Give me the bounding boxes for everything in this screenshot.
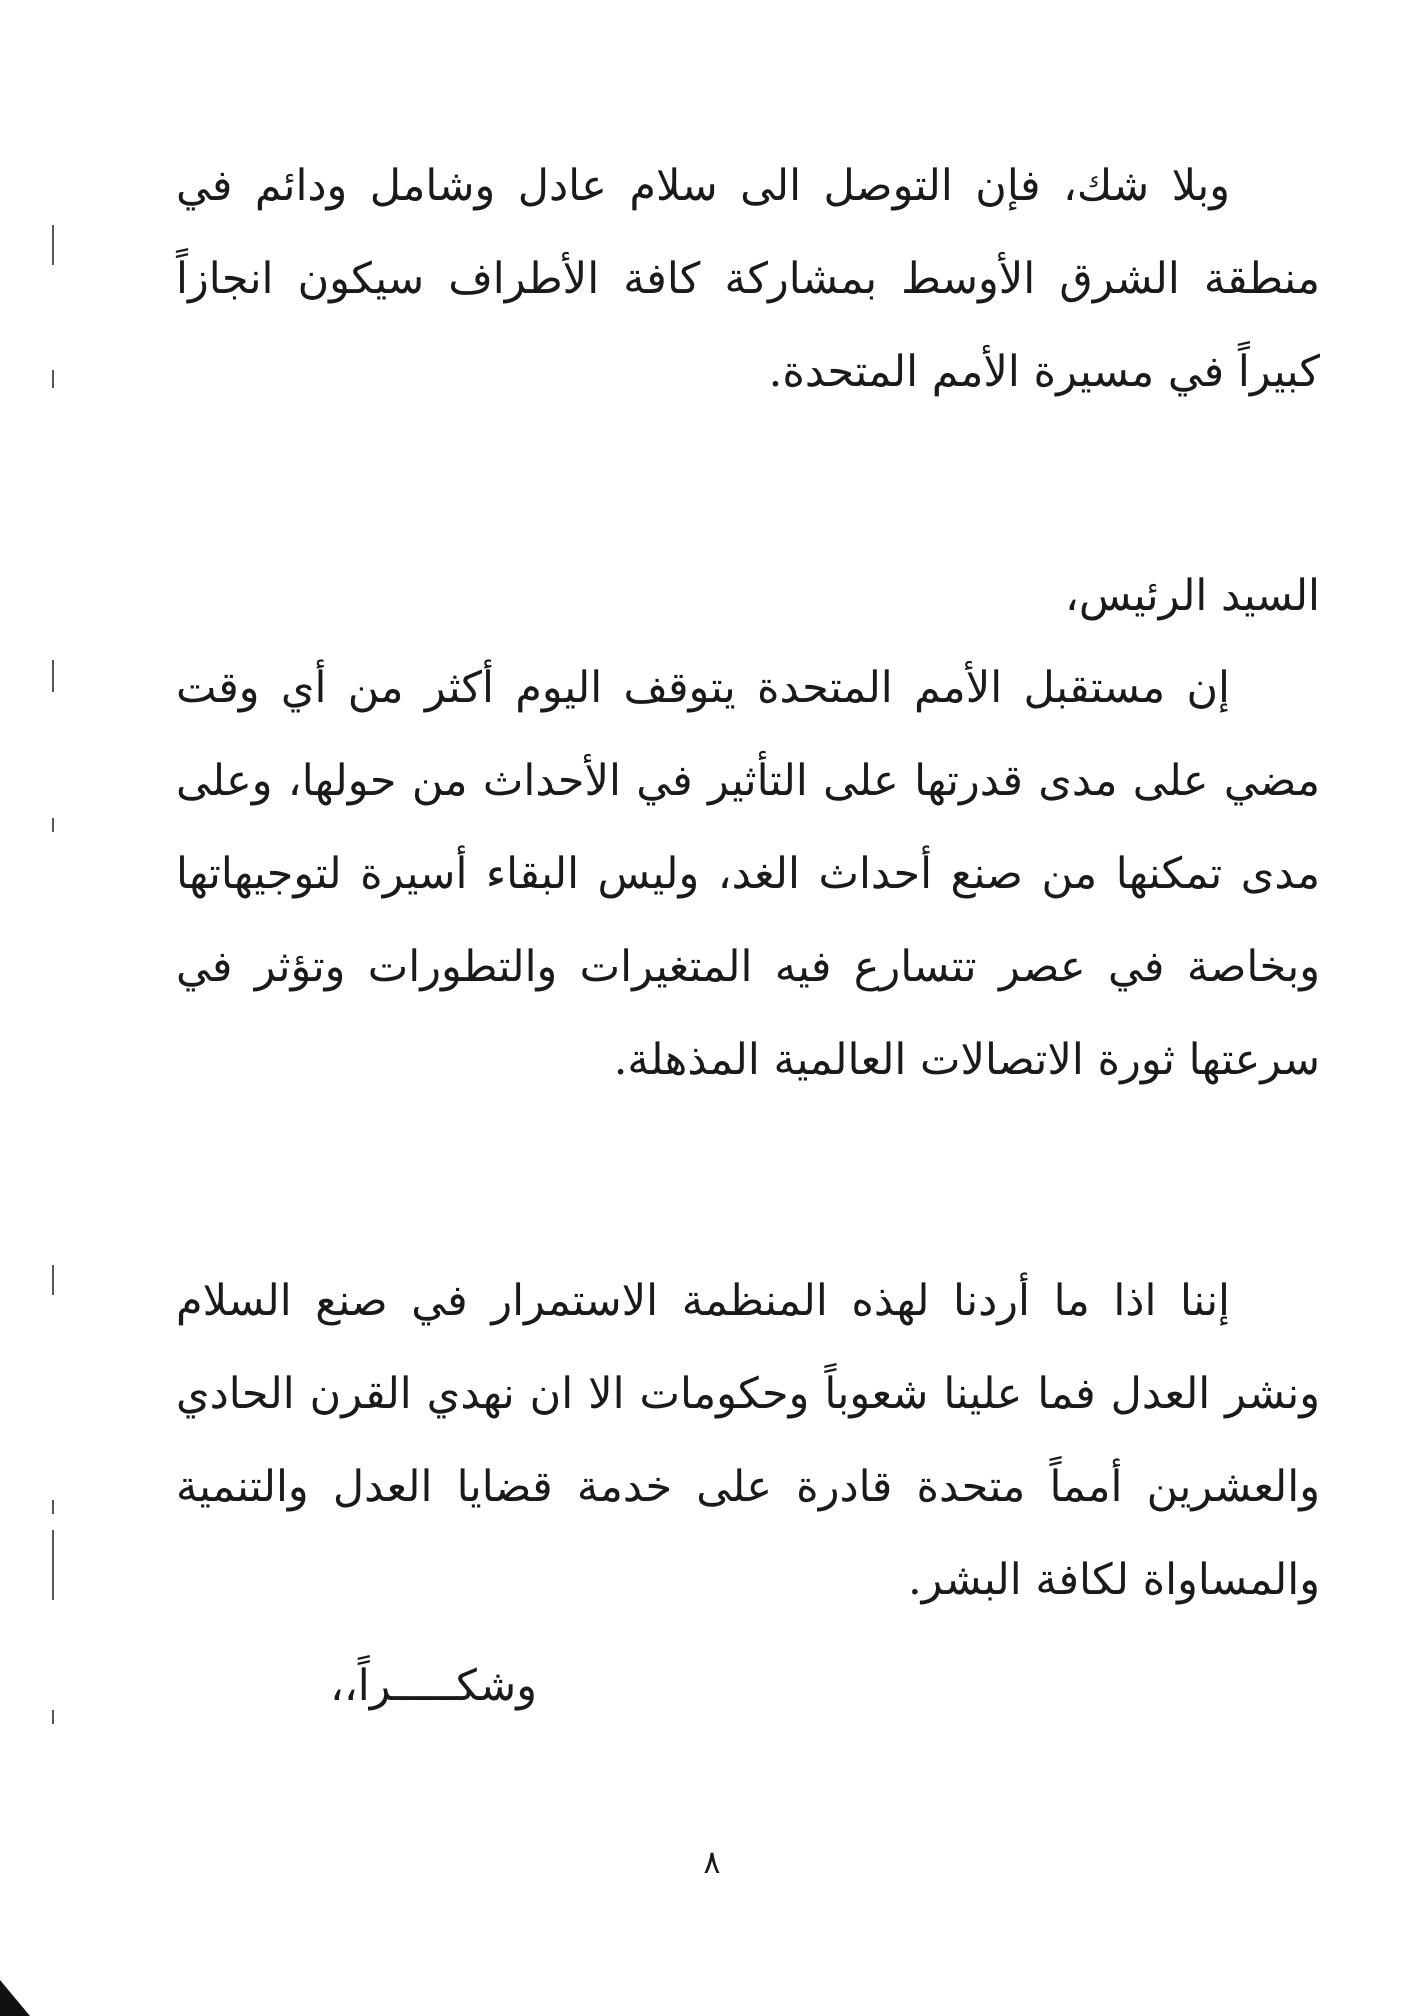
scan-corner-mark <box>0 1980 30 2016</box>
scan-margin-marks <box>52 0 58 2016</box>
paragraph-peace: وبلا شك، فإن التوصل الى سلام عادل وشامل ودائم في منطقة الشرق الأوسط بمشاركة كافة الأطراف سيكون انجازاً كبيراً في مسيرة الأمم المتحدة. <box>176 161 1320 397</box>
paragraph-organization: إننا اذا ما أردنا لهذه المنظمة الاستمرار في صنع السلام ونشر العدل فما علينا شعوباً وحكومات الا ان نهدي القرن الحادي والعشرين أمماً متحدة قادرة على خدمة قضايا العدل والتنمية والمساواة لكافة البشر. <box>176 1276 1320 1605</box>
paragraph-future-un: إن مستقبل الأمم المتحدة يتوقف اليوم أكثر من أي وقت مضي على مدى قدرتها على التأثير في الأحداث من حولها، وعلى مدى تمكنها من صنع أحداث الغد، وليس البقاء أسيرة لتوجيهاتها وبخاصة في عصر تتسارع فيه المتغيرات والتطورات وتؤثر في سرعتها ثورة الاتصالات العالمية المذهلة. <box>176 663 1320 1085</box>
page-number: ٨ <box>703 1843 721 1881</box>
salutation: السيد الرئيس، <box>1064 571 1320 621</box>
closing-thanks: وشكـــــراً،، <box>330 1661 537 1711</box>
